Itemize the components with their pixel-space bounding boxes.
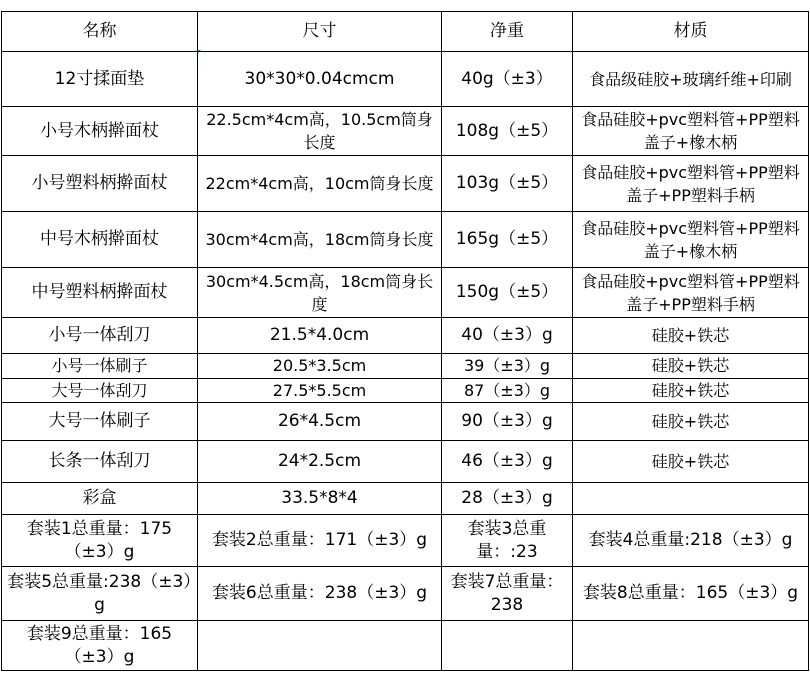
product-weight: 103g（±5） [442, 156, 573, 212]
table-row [2, 52, 809, 107]
product-name: 中号木柄擀面杖 [2, 212, 198, 268]
table-row [2, 354, 809, 379]
product-weight: 87（±3）g [442, 379, 573, 403]
product-size: 27.5*5.5cm [198, 379, 442, 403]
set-row [2, 515, 809, 567]
set-weight-cell: 套装7总重量：238 [442, 567, 573, 621]
product-material: 食品硅胶+pvc塑料管+PP塑料盖子+PP塑料手柄 [573, 156, 809, 212]
product-material: 硅胶+铁芯 [573, 318, 809, 354]
empty-cell [198, 621, 442, 671]
product-name: 中号塑料柄擀面杖 [2, 268, 198, 318]
set-weight-cell: 套装3总重量：:23 [442, 515, 573, 567]
set-weight-cell: 套装5总重量:238（±3）g [2, 567, 198, 621]
product-name: 小号塑料柄擀面杖 [2, 156, 198, 212]
header-size: 尺寸 [198, 12, 442, 52]
product-name: 大号一体刷子 [2, 403, 198, 441]
product-material: 硅胶+铁芯 [573, 441, 809, 483]
product-weight: 40g（±3） [442, 52, 573, 107]
product-name: 12寸揉面垫 [2, 52, 198, 107]
set-weight-cell: 套装2总重量：171（±3）g [198, 515, 442, 567]
product-size: 26*4.5cm [198, 403, 442, 441]
product-weight: 150g（±5） [442, 268, 573, 318]
product-name: 大号一体刮刀 [2, 379, 198, 403]
product-size: 24*2.5cm [198, 441, 442, 483]
product-material: 硅胶+铁芯 [573, 354, 809, 379]
empty-cell [573, 621, 809, 671]
set-weight-cell: 套装8总重量：165（±3）g [573, 567, 809, 621]
product-size: 20.5*3.5cm [198, 354, 442, 379]
product-size: 30cm*4.5cm高，18cm筒身长度 [198, 268, 442, 318]
product-name: 小号一体刮刀 [2, 318, 198, 354]
product-weight: 108g（±5） [442, 107, 573, 156]
table-header-row [2, 12, 809, 52]
product-size: 22.5cm*4cm高，10.5cm筒身长度 [198, 107, 442, 156]
product-name: 小号一体刷子 [2, 354, 198, 379]
table-row [2, 483, 809, 515]
header-name: 名称 [2, 12, 198, 52]
set-weight-cell: 套装4总重量:218（±3）g [573, 515, 809, 567]
table-row [2, 156, 809, 212]
header-material: 材质 [573, 12, 809, 52]
table-row [2, 268, 809, 318]
product-material: 食品硅胶+pvc塑料管+PP塑料盖子+橡木柄 [573, 107, 809, 156]
header-weight: 净重 [442, 12, 573, 52]
product-weight: 165g（±5） [442, 212, 573, 268]
product-size: 30cm*4cm高，18cm筒身长度 [198, 212, 442, 268]
product-material: 食品级硅胶+玻璃纤维+印刷 [573, 52, 809, 107]
set-weight-cell: 套装6总重量：238（±3）g [198, 567, 442, 621]
product-weight: 40（±3）g [442, 318, 573, 354]
product-material: 硅胶+铁芯 [573, 403, 809, 441]
product-size: 21.5*4.0cm [198, 318, 442, 354]
table-row [2, 107, 809, 156]
product-spec-table [1, 11, 809, 671]
table-row [2, 212, 809, 268]
product-name: 小号木柄擀面杖 [2, 107, 198, 156]
empty-cell [442, 621, 573, 671]
set-row [2, 567, 809, 621]
product-size: 30*30*0.04cmcm [198, 52, 442, 107]
product-weight: 28（±3）g [442, 483, 573, 515]
table-row [2, 379, 809, 403]
product-weight: 46（±3）g [442, 441, 573, 483]
product-weight: 39（±3）g [442, 354, 573, 379]
product-name: 彩盒 [2, 483, 198, 515]
table-row [2, 318, 809, 354]
product-material: 硅胶+铁芯 [573, 379, 809, 403]
table-row [2, 441, 809, 483]
set-weight-cell: 套装9总重量：165（±3）g [2, 621, 198, 671]
product-size: 22cm*4cm高，10cm筒身长度 [198, 156, 442, 212]
product-name: 长条一体刮刀 [2, 441, 198, 483]
product-size: 33.5*8*4 [198, 483, 442, 515]
product-material: 食品硅胶+pvc塑料管+PP塑料盖子+橡木柄 [573, 212, 809, 268]
product-material [573, 483, 809, 515]
product-material: 食品硅胶+pvc塑料管+PP塑料盖子+PP塑料手柄 [573, 268, 809, 318]
set-weight-cell: 套装1总重量：175（±3）g [2, 515, 198, 567]
product-weight: 90（±3）g [442, 403, 573, 441]
table-row [2, 403, 809, 441]
set-row [2, 621, 809, 671]
